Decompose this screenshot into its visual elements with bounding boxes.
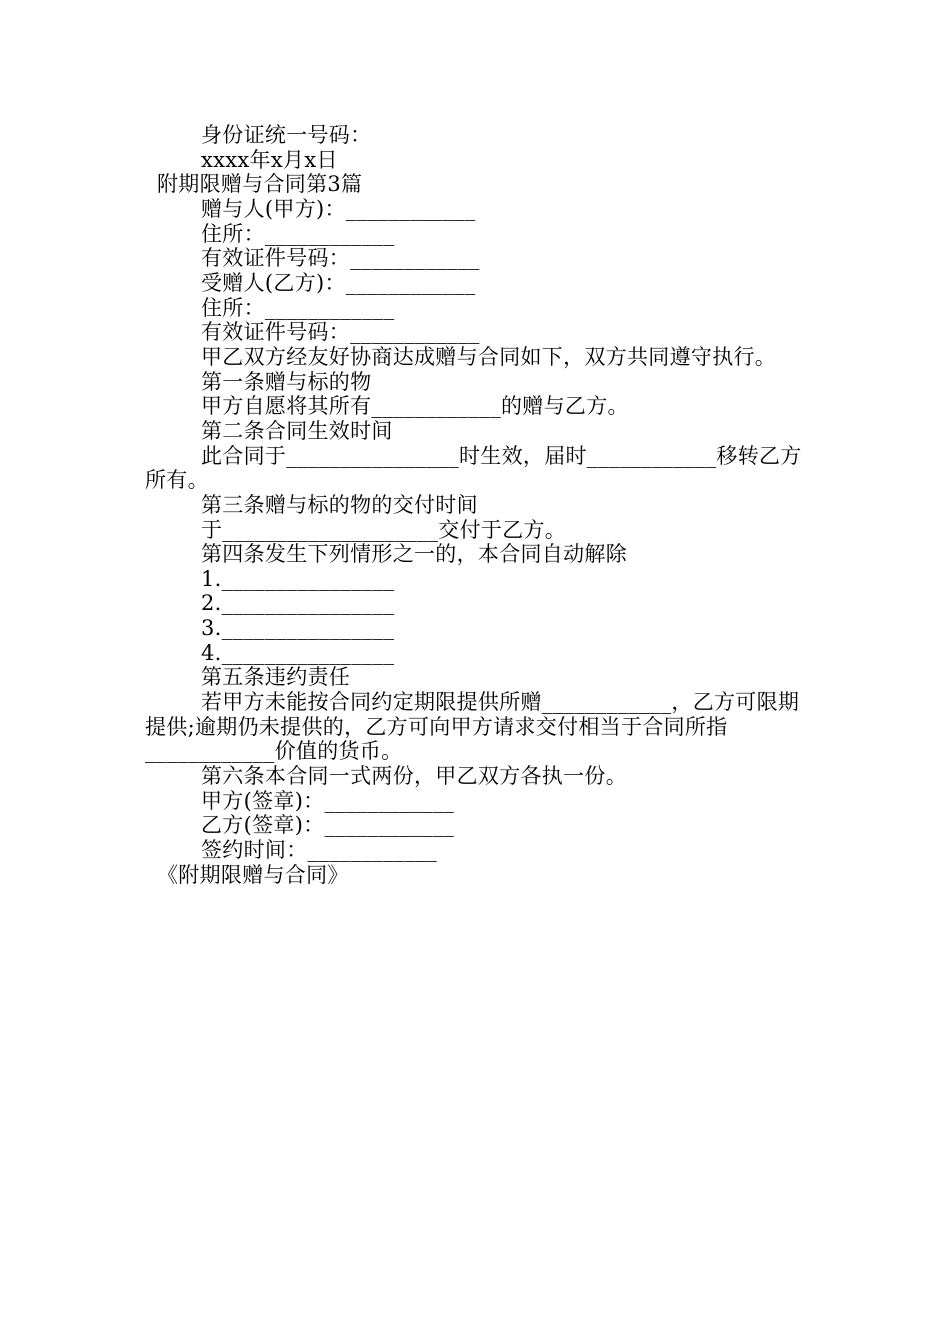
article-4-title: 第四条发生下列情形之一的，本合同自动解除	[201, 542, 627, 567]
article-3-title: 第三条赠与标的物的交付时间	[201, 492, 478, 517]
article-1-title: 第一条赠与标的物	[201, 369, 372, 394]
article-5-body: 若甲方未能按合同约定期限提供所赠____________，乙方可限期提供;逾期仍未提供的，乙方可向甲方请求交付相当于合同所指____________价值的货币。	[145, 690, 800, 764]
donee-id-line: 有效证件号码：____________	[201, 320, 480, 345]
section-heading: 附期限赠与合同第3篇	[157, 172, 363, 197]
signing-date: 签约时间：____________	[201, 838, 438, 863]
party-b-signature: 乙方(签章)：____________	[201, 813, 455, 838]
article-3-body: 于____________________交付于乙方。	[201, 517, 567, 542]
date-line: xxxx年x月x日	[201, 147, 338, 172]
donee-line: 受赠人(乙方)：____________	[201, 270, 476, 295]
article-6: 第六条本合同一式两份，甲乙双方各执一份。	[201, 764, 627, 789]
list-item: 3.________________	[201, 616, 395, 641]
id-number-line: 身份证统一号码：	[201, 123, 372, 147]
article-1-body: 甲方自愿将其所有____________的赠与乙方。	[201, 394, 629, 419]
list-item: 4.________________	[201, 640, 395, 665]
list-item: 2.________________	[201, 591, 395, 616]
donor-line: 赠与人(甲方)：____________	[201, 196, 476, 221]
donor-address-line: 住所：____________	[201, 221, 395, 246]
donee-address-line: 住所：____________	[201, 295, 395, 320]
document-title-footer: 《附期限赠与合同》	[157, 862, 349, 887]
list-item: 1.________________	[201, 566, 395, 591]
article-2-title: 第二条合同生效时间	[201, 418, 393, 443]
party-a-signature: 甲方(签章)：____________	[201, 788, 455, 813]
article-2-body: 此合同于________________时生效，届时____________移转乙方所有。	[145, 443, 802, 493]
contract-text	[145, 123, 813, 887]
agreement-intro: 甲乙双方经友好协商达成赠与合同如下，双方共同遵守执行。	[201, 344, 777, 369]
article-5-title: 第五条违约责任	[201, 665, 351, 690]
donor-id-line: 有效证件号码：____________	[201, 246, 480, 271]
